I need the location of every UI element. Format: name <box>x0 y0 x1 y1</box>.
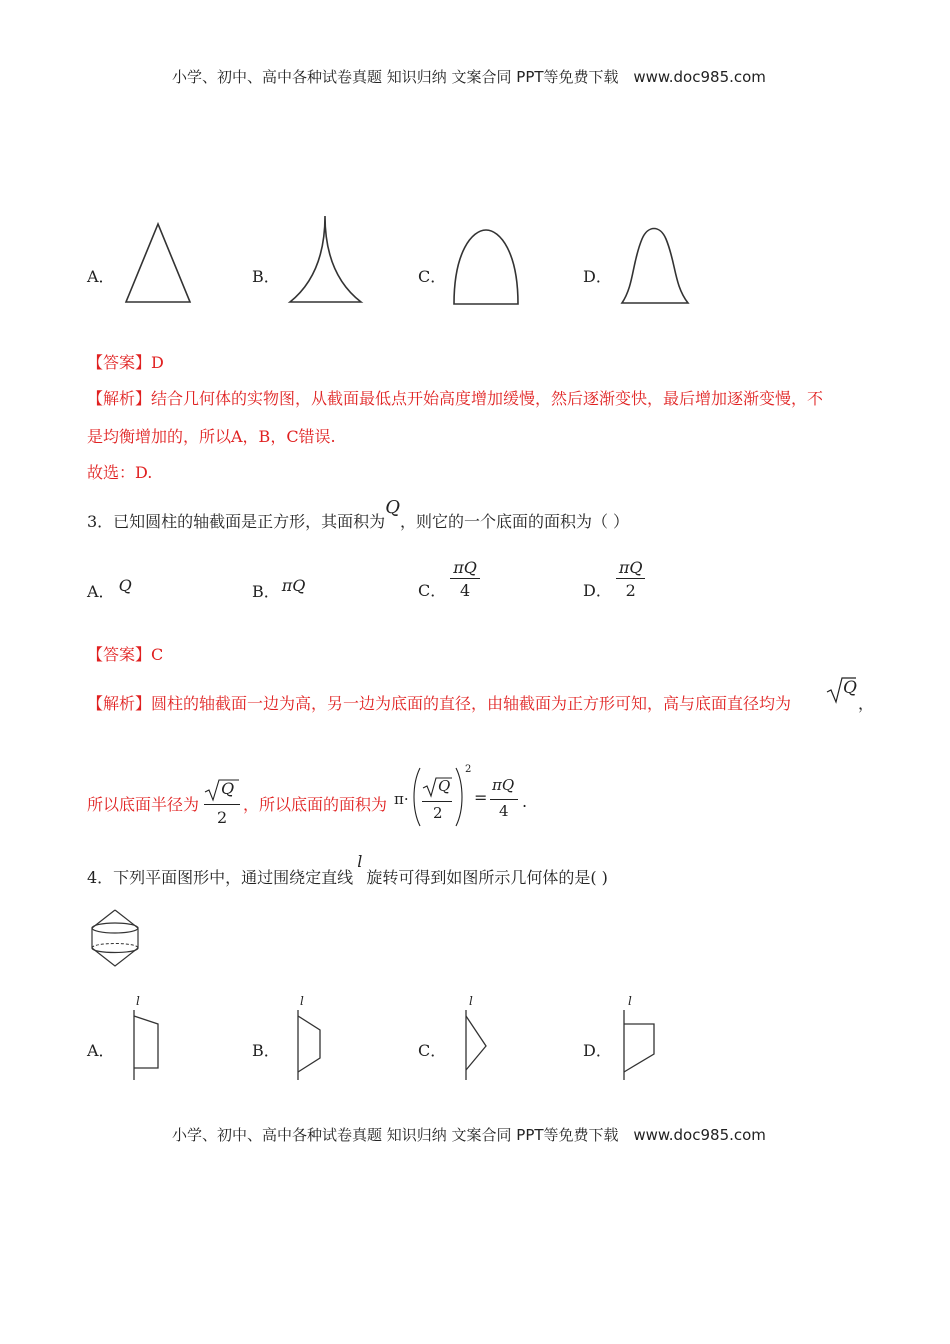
analysis-label: 【解析】 <box>87 389 152 408</box>
q2-option-c-label: C． <box>418 267 447 286</box>
answer-label: 【答案】 <box>87 645 152 664</box>
q2-figure-a <box>120 218 200 308</box>
q4-figure-d <box>618 996 662 1082</box>
q4-figure-c <box>460 996 500 1082</box>
analysis-text: 圆柱的轴截面一边为高，另一边为底面的直径，由轴截面为正方形可知，高与底面直径均为 <box>151 694 792 713</box>
q3-option-a <box>87 576 132 602</box>
area-result-denominator: 4 <box>499 802 509 820</box>
q4-axis-label-d: l <box>628 994 632 1008</box>
banner-text: 小学、初中、高中各种试卷真题 知识归纳 文案合同 PPT等免费下载 <box>172 1126 619 1144</box>
option-label: B． <box>252 582 280 601</box>
answer-label: 【答案】 <box>87 353 152 372</box>
fraction-bar <box>422 801 452 802</box>
fraction-numerator: πQ <box>450 558 480 579</box>
left-paren <box>412 766 422 828</box>
option-value: Q <box>118 576 132 595</box>
radius-denominator: 2 <box>217 808 228 827</box>
q2-figure-d <box>616 215 696 307</box>
stem-text-1: 3．已知圆柱的轴截面是正方形，其面积为 <box>87 512 386 531</box>
q4-solid-figure <box>86 908 146 970</box>
fraction-bar <box>490 799 518 800</box>
q2-conclusion: 故选：D. <box>87 463 153 482</box>
area-denominator: 2 <box>433 804 443 822</box>
radius-fraction <box>204 776 240 830</box>
q4-axis-label-a: l <box>136 994 140 1008</box>
q2-option-b-label: B． <box>252 267 280 286</box>
area-equals: = <box>474 788 488 807</box>
stem-variable: Q <box>385 497 400 518</box>
right-paren <box>454 766 464 828</box>
q4-figure-b <box>292 996 332 1082</box>
q4-option-b-label: B． <box>252 1041 280 1060</box>
area-exponent: 2 <box>465 764 472 775</box>
q2-option-d-label: D． <box>583 267 612 286</box>
radius-numerator: Q <box>221 779 235 798</box>
q3-analysis-line-2b: ，所以底面的面积为 <box>243 795 388 814</box>
area-expression <box>394 766 534 830</box>
q2-figure-b <box>285 212 365 307</box>
q2-analysis-line-1 <box>87 386 823 409</box>
option-fraction <box>450 558 480 600</box>
banner-url: www.doc985.com <box>633 1126 766 1144</box>
q4-axis-label-b: l <box>300 994 304 1008</box>
analysis-text: 结合几何体的实物图，从截面最低点开始高度增加缓慢，然后逐渐变快，最后增加逐渐变慢，不 <box>151 389 824 408</box>
q2-option-a-label: A． <box>87 267 115 286</box>
stem-text-1: 4．下列平面图形中，通过围绕定直线 <box>87 868 354 887</box>
q4-axis-label-c: l <box>469 994 473 1008</box>
banner-url: www.doc985.com <box>633 68 766 86</box>
fraction-numerator: πQ <box>616 558 646 579</box>
option-label: A． <box>87 582 115 601</box>
stem-text-2: 旋转可得到如图所示几何体的是( ) <box>366 868 608 887</box>
option-value: πQ <box>281 576 306 595</box>
fraction-denominator: 2 <box>625 580 636 600</box>
q4-option-a-label: A． <box>87 1041 115 1060</box>
area-pi: π· <box>394 790 409 808</box>
q2-answer <box>87 350 164 373</box>
stem-variable: l <box>357 852 363 871</box>
q2-analysis-line-2: 是均衡增加的，所以A，B，C错误. <box>87 427 336 446</box>
option-label: D． <box>583 581 612 600</box>
answer-value: C <box>151 645 164 664</box>
q3-option-b <box>252 576 306 602</box>
q2-figure-c <box>450 222 525 307</box>
banner-text: 小学、初中、高中各种试卷真题 知识归纳 文案合同 PPT等免费下载 <box>172 68 619 86</box>
q3-analysis-line-1 <box>87 691 791 714</box>
q3-analysis-comma: ， <box>858 694 875 713</box>
q4-option-c-label: C． <box>418 1041 447 1060</box>
q3-answer <box>87 642 163 665</box>
q3-analysis-line-2-text: 所以底面半径为 <box>87 795 200 814</box>
q3-option-d <box>583 556 645 601</box>
stem-text-2: ，则它的一个底面的面积为（ ） <box>399 512 630 531</box>
area-period: . <box>522 792 528 811</box>
footer-banner <box>172 1124 766 1145</box>
q4-stem <box>87 852 608 888</box>
analysis-label: 【解析】 <box>87 694 152 713</box>
area-numerator: Q <box>438 777 451 795</box>
q3-stem <box>87 497 630 532</box>
sqrt-radicand: Q <box>843 678 857 698</box>
q4-option-d-label: D． <box>583 1041 612 1060</box>
option-label: C． <box>418 581 447 600</box>
fraction-denominator: 4 <box>459 580 471 600</box>
q3-option-c <box>418 556 480 601</box>
area-result-numerator: πQ <box>492 776 515 794</box>
q4-figure-a <box>128 996 168 1082</box>
option-fraction <box>616 558 646 600</box>
fraction-bar <box>204 804 240 805</box>
answer-value: D <box>151 353 164 372</box>
header-banner <box>172 66 766 87</box>
